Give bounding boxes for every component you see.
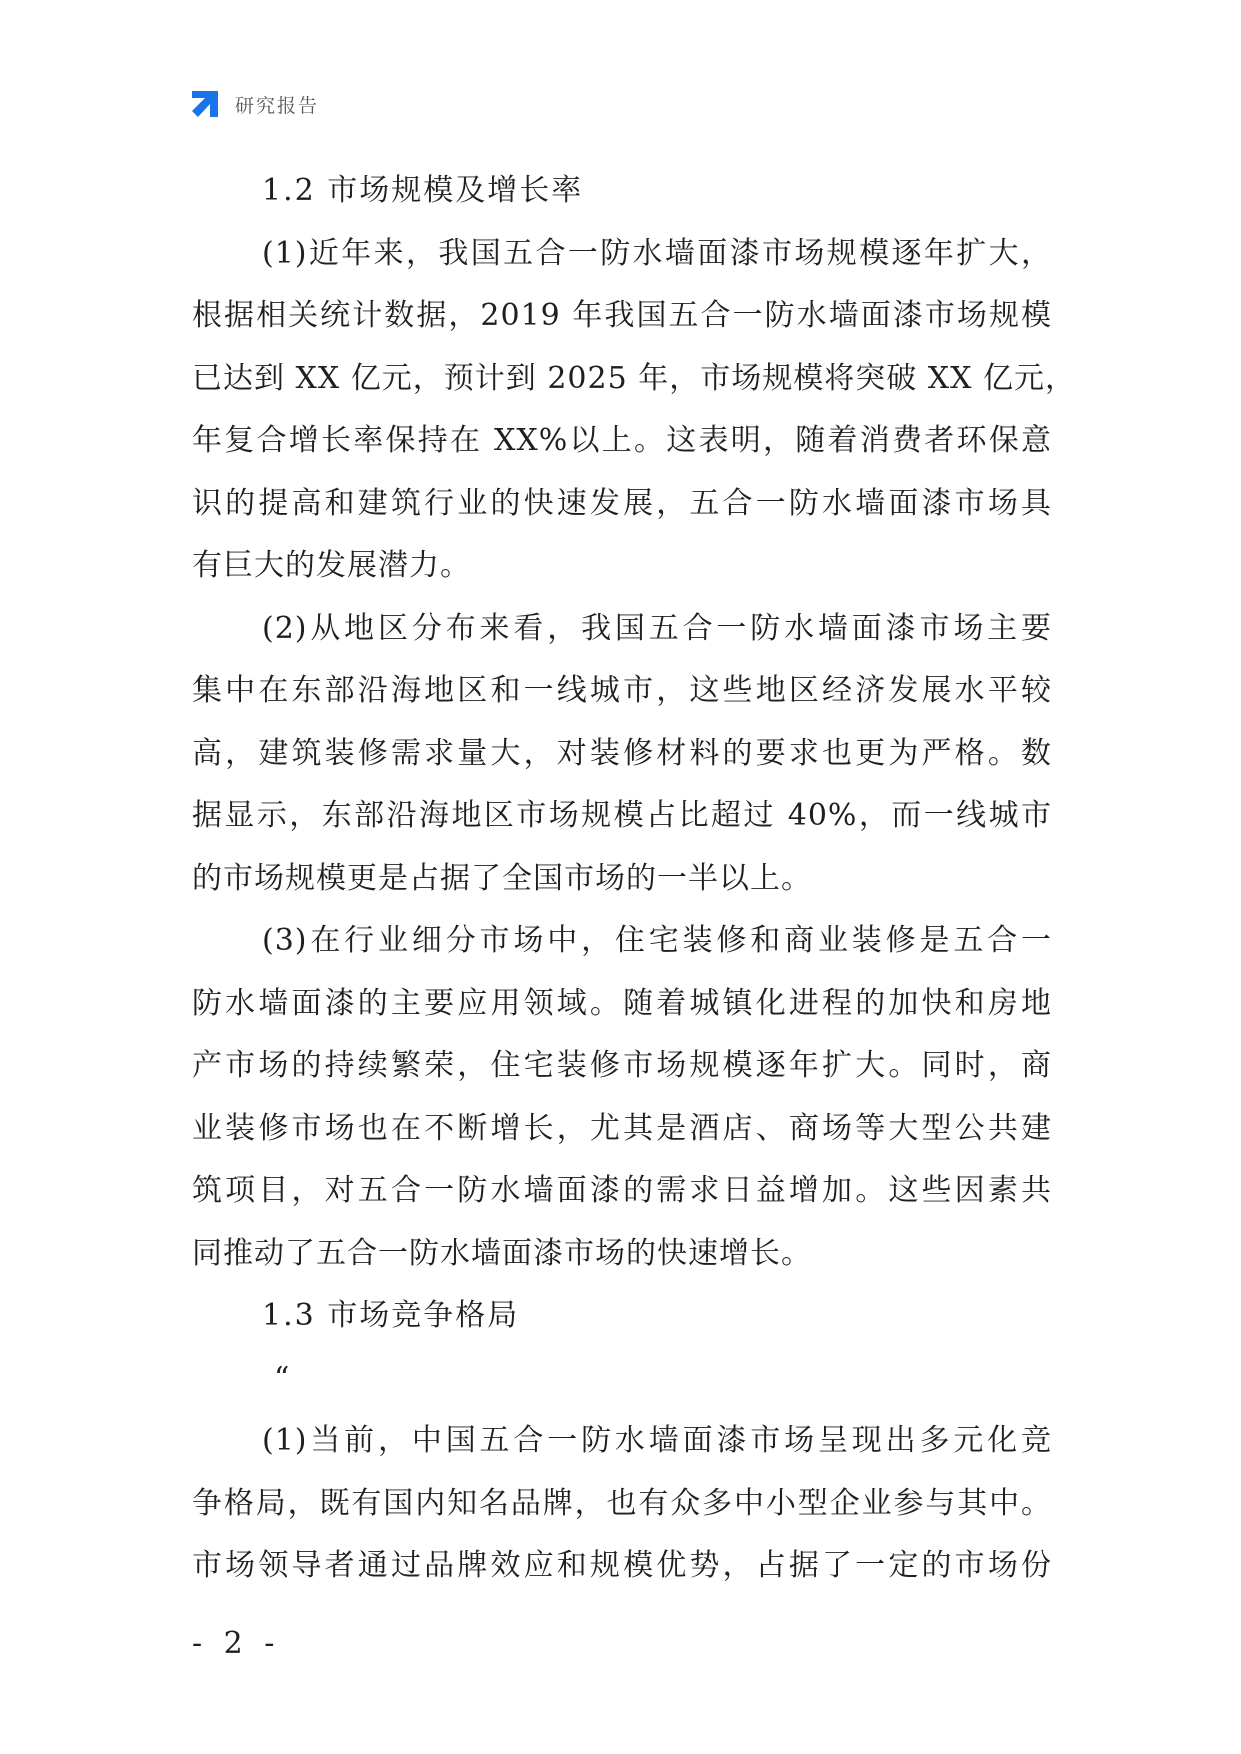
- paragraph-line: 市场领导者通过品牌效应和规模优势，占据了一定的市场份: [192, 1548, 1052, 1583]
- page-number: - 2 -: [192, 1626, 281, 1661]
- document-body: [192, 160, 1076, 1598]
- paragraph-line: 防水墙面漆的主要应用领域。随着城镇化进程的加快和房地: [192, 985, 1052, 1021]
- quote-mark: “: [274, 1360, 290, 1396]
- paragraph-line: (3)在行业细分市场中，住宅装修和商业装修是五合一: [262, 923, 1052, 958]
- paragraph-market-size: [192, 223, 1076, 598]
- paragraph-line: (1)近年来，我国五合一防水墙面漆市场规模逐年扩大，: [262, 235, 1052, 271]
- paragraph-line: 高，建筑装修需求量大，对装修材料的要求也更为严格。数: [192, 735, 1052, 771]
- paragraph-line: 产市场的持续繁荣，住宅装修市场规模逐年扩大。同时，商: [192, 1048, 1052, 1083]
- paragraph-line: 根据相关统计数据，2019 年我国五合一防水墙面漆市场规模: [192, 298, 1052, 333]
- paragraph-line: 争格局，既有国内知名品牌，也有众多中小型企业参与其中。: [192, 1485, 1052, 1521]
- paragraph-line: 的市场规模更是占据了全国市场的一半以上。: [192, 860, 812, 896]
- paragraph-line: 有巨大的发展潜力。: [192, 548, 471, 583]
- paragraph-line: 年复合增长率保持在 XX%以上。这表明，随着消费者环保意: [192, 423, 1052, 458]
- paragraph-line: 业装修市场也在不断增长，尤其是酒店、商场等大型公共建: [192, 1110, 1052, 1146]
- paragraph-line: (2)从地区分布来看，我国五合一防水墙面漆市场主要: [262, 610, 1052, 646]
- paragraph-line: (1)当前，中国五合一防水墙面漆市场呈现出多元化竞: [262, 1423, 1052, 1458]
- paragraph-line: 据显示，东部沿海地区市场规模占比超过 40%，而一线城市: [192, 798, 1052, 833]
- paragraph-line: 同推动了五合一防水墙面漆市场的快速增长。: [192, 1235, 812, 1271]
- section-heading-1-3: 1.3 市场竞争格局: [262, 1298, 520, 1333]
- header-title: 研究报告: [235, 94, 320, 117]
- paragraph-line: 集中在东部沿海地区和一线城市，这些地区经济发展水平较: [192, 673, 1052, 708]
- section-heading-1-2: 1.2 市场规模及增长率: [262, 173, 584, 208]
- paragraph-line: 识的提高和建筑行业的快速发展，五合一防水墙面漆市场具: [192, 485, 1052, 521]
- paragraph-line: 已达到 XX 亿元，预计到 2025 年，市场规模将突破 XX 亿元，: [192, 360, 1076, 396]
- arrow-up-right-icon: [188, 87, 222, 121]
- paragraph-competition: [192, 1410, 1052, 1598]
- paragraph-line: 筑项目，对五合一防水墙面漆的需求日益增加。这些因素共: [192, 1173, 1052, 1208]
- paragraph-segments: [192, 910, 1052, 1285]
- document-header: [188, 86, 319, 122]
- paragraph-regional-distribution: [192, 598, 1052, 911]
